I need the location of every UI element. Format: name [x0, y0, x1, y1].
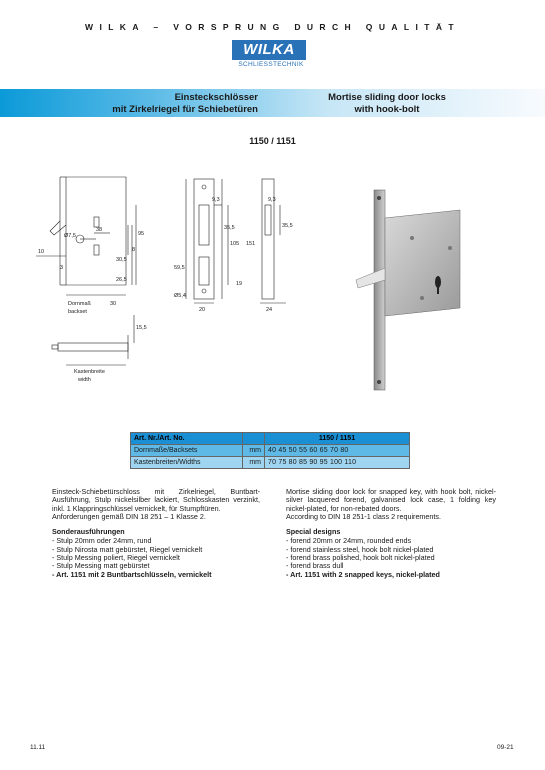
dim-text: 30: [110, 301, 117, 307]
dim-text: width: [78, 377, 91, 383]
dim-text: 3: [60, 265, 64, 271]
dim-text: 9,3: [268, 197, 276, 203]
requirement-text: Anforderungen gemäß DIN 18 251 – 1 Klasse 2.: [52, 511, 206, 521]
list-item: - forend brass polished, hook bolt nickel-plated: [286, 553, 435, 563]
spec-table: [130, 432, 410, 469]
list-item: - forend 20mm or 24mm, rounded ends: [286, 536, 412, 546]
intro-text: Einsteck-Schiebetürschloss mit Zirkelriegel, Buntbart-Ausführung, Stulp nickelsilber lackiert, Schlosskasten verzinkt, inkl. 1 Klappringschlüssel vernickelt, für Stumpftüren.: [52, 487, 260, 513]
list-item: - Art. 1151 mit 2 Buntbartschlüsseln, vernickelt: [52, 569, 212, 579]
table-row: [131, 445, 410, 457]
table-row: [131, 457, 410, 469]
dim-text: 26,5: [116, 277, 127, 283]
dim-text: 9,3: [212, 197, 220, 203]
title-english: Mortise sliding door locks with hook-bolt: [328, 92, 446, 115]
row-unit: mm: [243, 445, 265, 457]
list-item: - Stulp 20mm oder 24mm, rund: [52, 536, 152, 546]
table-header-model: 1150 / 1151: [265, 433, 410, 445]
description-english: [286, 488, 496, 579]
dim-text: 35,5: [282, 223, 293, 229]
dim-text: 20: [199, 307, 206, 313]
list-item: - Stulp Nirosta matt gebürstet, Riegel vernickelt: [52, 544, 203, 554]
row-values: 70 75 80 85 90 95 100 110: [265, 457, 410, 469]
dim-text: 19: [236, 281, 243, 287]
dim-text: 30,5: [116, 257, 127, 263]
dim-text: 59,5: [174, 265, 185, 271]
dim-text: 151: [246, 241, 256, 247]
dim-text: 35,5: [224, 225, 235, 231]
special-list: [52, 537, 260, 578]
list-item: - forend stainless steel, hook bolt nickel-plated: [286, 544, 434, 554]
dim-text: 38: [96, 227, 103, 233]
list-item: - Stulp Messing matt gebürstet: [52, 561, 150, 571]
footer-date: 11.11: [30, 744, 46, 751]
special-list: [286, 537, 496, 578]
dim-text: backset: [68, 309, 87, 315]
model-number: 1150 / 1151: [249, 136, 296, 146]
table-header-label: Art. Nr./Art. No.: [131, 433, 243, 445]
footer-page: 09-21: [497, 744, 514, 751]
description-german: [52, 488, 260, 579]
list-item: - Stulp Messing poliert, Riegel vernickelt: [52, 553, 180, 563]
logo-subtitle: SCHLIESSTECHNIK: [238, 61, 304, 68]
table-header-row: [131, 433, 410, 445]
dim-text: 105: [230, 241, 240, 247]
list-item: - Art. 1151 with 2 snapped keys, nickel-plated: [286, 569, 440, 579]
dim-text: Ø7,5: [64, 233, 76, 239]
technical-drawing: [36, 165, 306, 390]
dim-text: 15,5: [136, 325, 147, 331]
dim-text: 10: [38, 249, 45, 255]
row-label: Kastenbreiten/Widths: [131, 457, 243, 469]
special-title: Sonderausführungen: [52, 527, 125, 537]
special-title: Special designs: [286, 527, 341, 537]
wilka-logo: WILKA: [232, 40, 306, 60]
row-values: 40 45 50 55 60 65 70 80: [265, 445, 410, 457]
row-unit: mm: [243, 457, 265, 469]
requirement-text: According to DIN 18 251-1 class 2 requirements.: [286, 511, 442, 521]
dim-text: Kastenbreite: [74, 369, 105, 375]
dim-text: Ø5,4: [174, 293, 186, 299]
dim-text: 24: [266, 307, 273, 313]
title-german: Einsteckschlösser mit Zirkelriegel für Schiebetüren: [112, 92, 258, 115]
dim-text: Dornmaß: [68, 301, 91, 307]
intro-text: Mortise sliding door lock for snapped key, with hook bolt, nickel-silver lacquered forend, galvanised lock case, 1 folding key nickel-plated, for non-rebated doors.: [286, 487, 496, 513]
row-label: Dornmaße/Backsets: [131, 445, 243, 457]
dim-text: 95: [138, 231, 145, 237]
dim-text: 8: [132, 247, 136, 253]
tagline: WILKA – VORSPRUNG DURCH QUALITÄT: [85, 22, 460, 32]
list-item: - forend brass dull: [286, 561, 344, 571]
lock-photo: [352, 188, 464, 393]
